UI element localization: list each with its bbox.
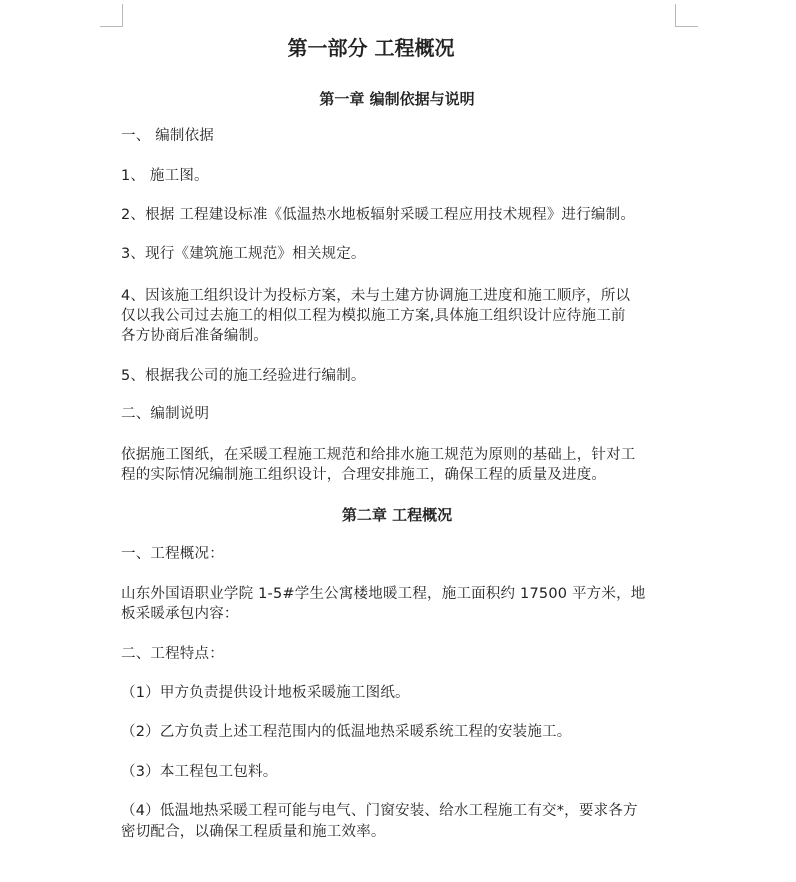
basis-item-5: 5、根据我公司的施工经验进行编制。 — [121, 368, 366, 384]
description-line2: 程的实际情况编制施工组织设计，合理安排施工，确保工程的质量及进度。 — [121, 467, 607, 483]
feature-item-2: （2）乙方负责上述工程范围内的低温地热采暖系统工程的安装施工。 — [121, 724, 572, 740]
part-title: 第一部分 工程概况 — [287, 36, 455, 60]
feature-item-4-line2: 密切配合，以确保工程质量和施工效率。 — [121, 824, 386, 840]
crop-mark-top-right — [675, 4, 698, 27]
crop-mark-top-left — [100, 4, 123, 27]
feature-item-3: （3）本工程包工包料。 — [121, 764, 278, 780]
basis-item-3: 3、现行《建筑施工规范》相关规定。 — [121, 246, 366, 262]
basis-item-4-line3: 各方协商后准备编制。 — [121, 328, 268, 344]
section1-heading: 一、 编制依据 — [121, 128, 215, 144]
chapter2-title: 第二章 工程概况 — [341, 506, 453, 524]
basis-item-4-line1: 4、因该施工组织设计为投标方案，未与土建方协调施工进度和施工顺序，所以 — [121, 288, 631, 304]
basis-item-2: 2、根据 工程建设标准《低温热水地板辐射采暖工程应用技术规程》进行编制。 — [121, 207, 636, 223]
basis-item-1: 1、 施工图。 — [121, 168, 209, 184]
feature-item-1: （1）甲方负责提供设计地板采暖施工图纸。 — [121, 685, 410, 701]
chapter1-title: 第一章 编制依据与说明 — [319, 90, 475, 108]
description-line1: 依据施工图纸，在采暖工程施工规范和给排水施工规范为原则的基础上，针对工 — [121, 447, 636, 463]
features-heading: 二、工程特点： — [121, 646, 224, 662]
feature-item-4-line1: （4）低温地热采暖工程可能与电气、门窗安装、给水工程施工有交*，要求各方 — [121, 803, 638, 819]
overview-heading: 一、工程概况： — [121, 546, 224, 562]
overview-line2: 板采暖承包内容： — [121, 606, 239, 622]
section2-heading: 二、编制说明 — [121, 406, 210, 422]
basis-item-4-line2: 仅以我公司过去施工的相似工程为模拟施工方案,具体施工组织设计应待施工前 — [121, 308, 626, 324]
overview-line1: 山东外国语职业学院 1-5#学生公寓楼地暖工程，施工面积约 17500 平方米，地 — [121, 586, 646, 602]
